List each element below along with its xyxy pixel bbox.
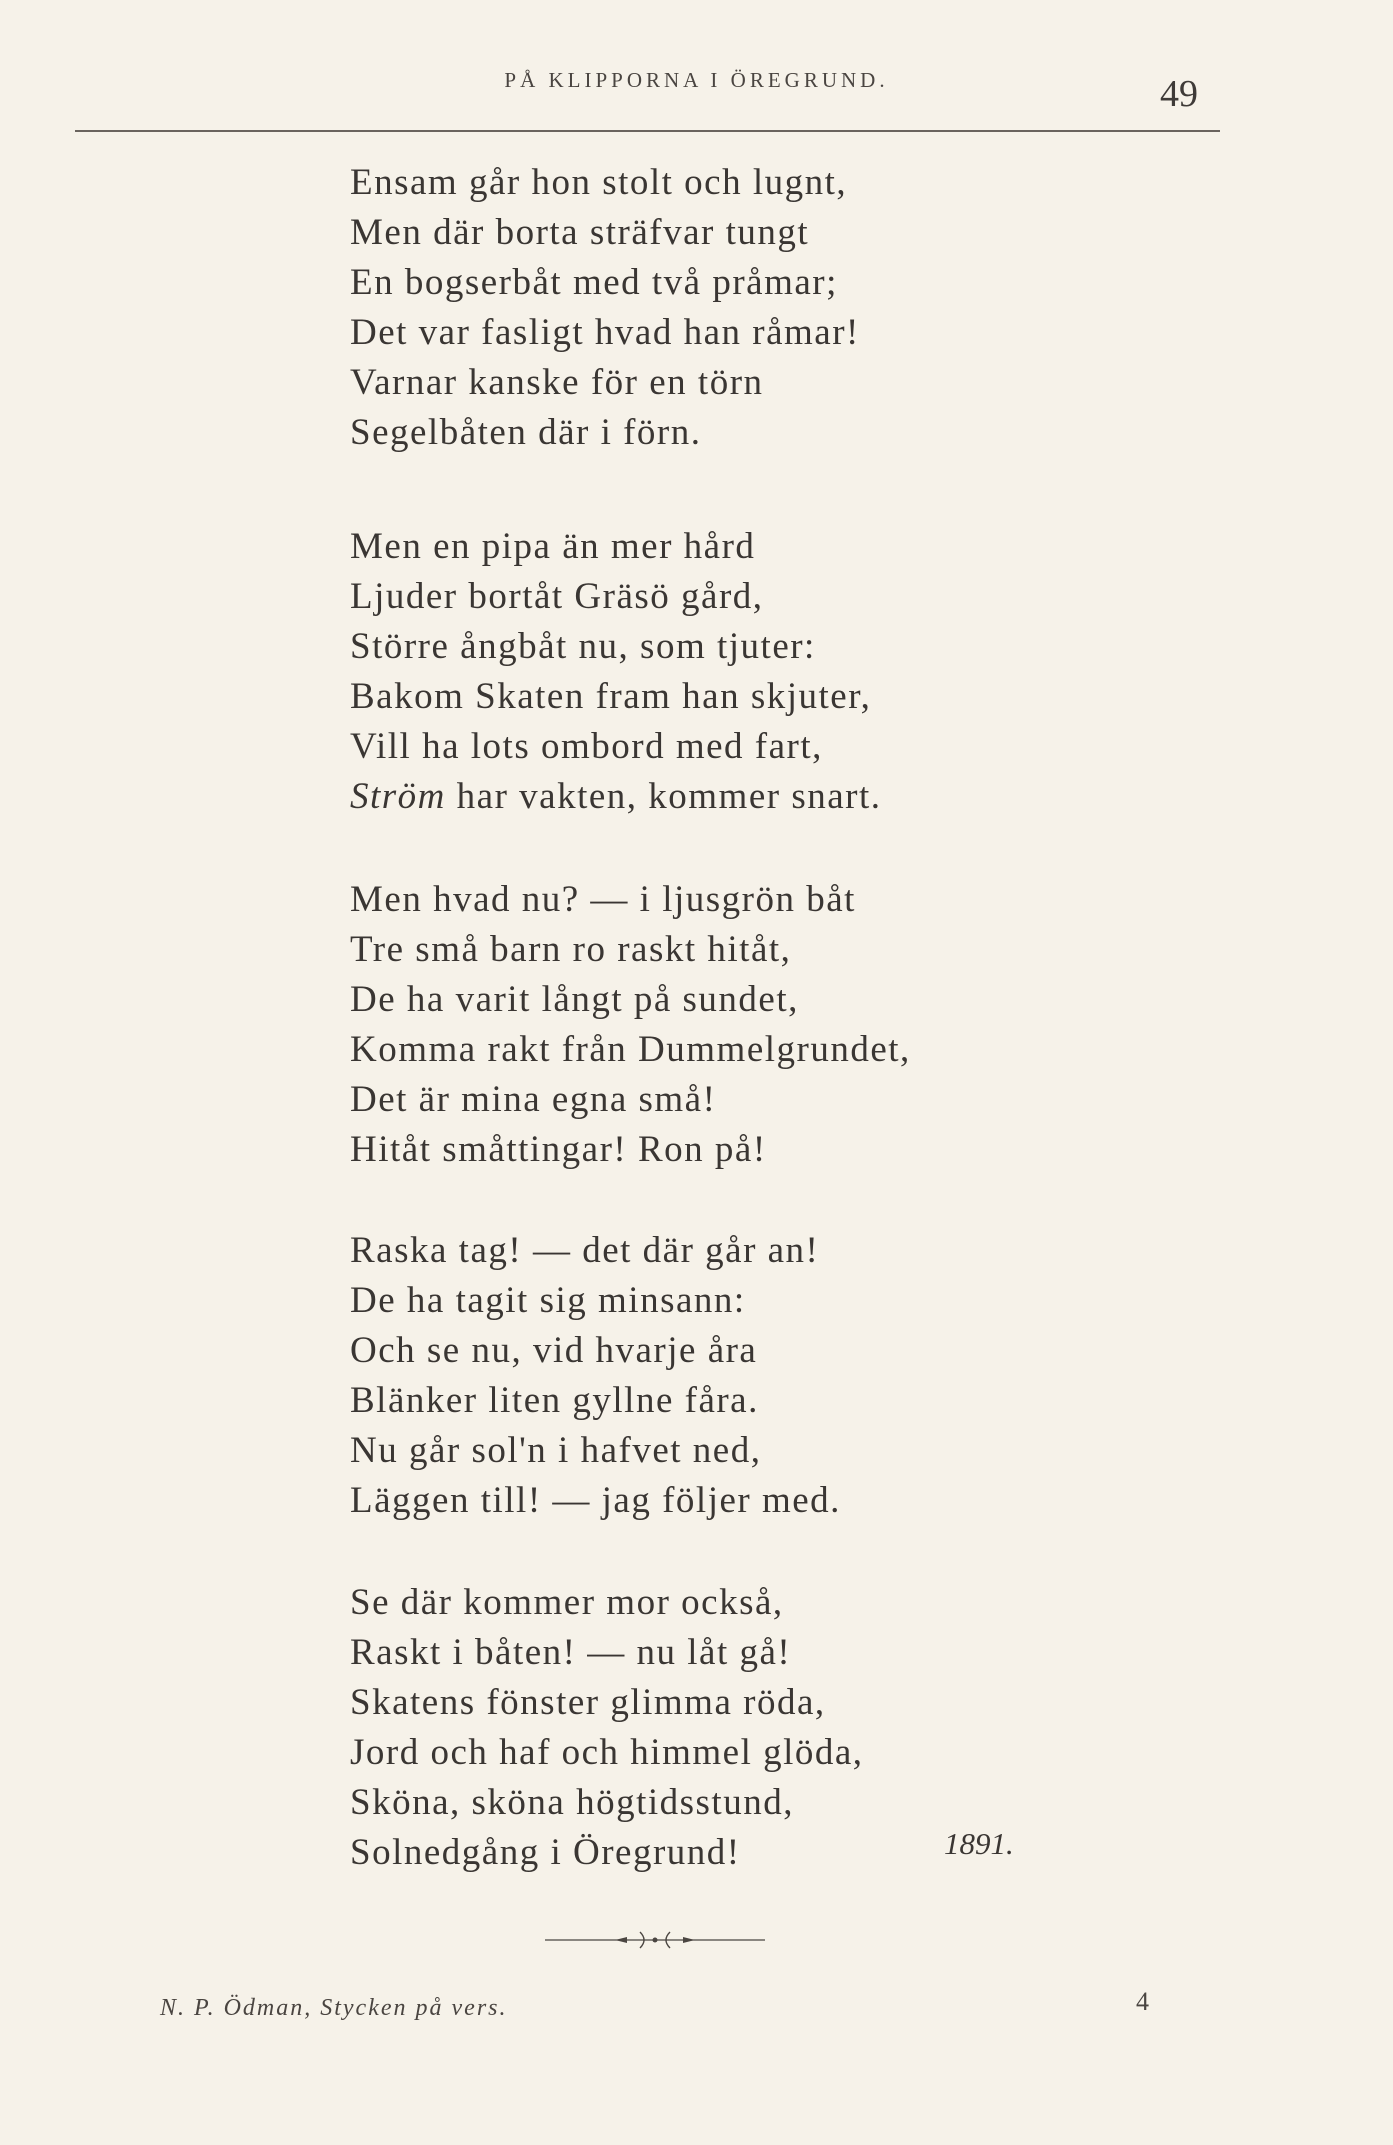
running-title: PÅ KLIPPORNA I ÖREGRUND. <box>504 68 889 92</box>
poem-line: Men hvad nu? — i ljusgrön båt <box>350 879 856 920</box>
poem-line: Och se nu, vid hvarje åra <box>350 1330 758 1371</box>
poem-line: De ha varit långt på sundet, <box>350 979 799 1020</box>
stanza-5 <box>350 1578 864 1878</box>
header-rule <box>75 130 1220 132</box>
emphasized-name: Ström <box>350 776 446 817</box>
stanza-4 <box>350 1226 841 1526</box>
poem-line: Solnedgång i Öregrund! <box>350 1832 741 1873</box>
poem-line: Ensam går hon stolt och lugnt, <box>350 162 848 203</box>
poem-line: Varnar kanske för en törn <box>350 362 764 403</box>
signature-number: 4 <box>1136 1987 1149 2016</box>
poem-line: Blänker liten gyllne fåra. <box>350 1380 759 1421</box>
printer-signature: N. P. Ödman, Stycken på vers. <box>160 1995 508 2021</box>
poem-line: Sköna, sköna högtidsstund, <box>350 1782 794 1823</box>
poem-line: Ljuder bortåt Gräsö gård, <box>350 576 764 617</box>
stanza-3 <box>350 875 911 1175</box>
poem-line: De ha tagit sig minsann: <box>350 1280 746 1321</box>
poem-line: Se där kommer mor också, <box>350 1582 784 1623</box>
poem-line: Raska tag! — det där går an! <box>350 1230 820 1271</box>
poem-line: Skatens fönster glimma röda, <box>350 1682 826 1723</box>
poem-line: Tre små barn ro raskt hitåt, <box>350 929 792 970</box>
poem-line: Nu går sol'n i hafvet ned, <box>350 1430 762 1471</box>
poem-line: Men en pipa än mer hård <box>350 526 756 567</box>
poem-line: Hitåt småttingar! Ron på! <box>350 1129 767 1170</box>
poem-line: Komma rakt från Dummelgrundet, <box>350 1029 911 1070</box>
poem-line: Läggen till! — jag följer med. <box>350 1480 841 1521</box>
ornament-divider-icon <box>545 1928 765 1952</box>
poem-line: Större ångbåt nu, som tjuter: <box>350 626 816 667</box>
poem-line: Raskt i båten! — nu låt gå! <box>350 1632 792 1673</box>
poem-line: En bogserbåt med två pråmar; <box>350 262 838 303</box>
poem-line: Det var fasligt hvad han råmar! <box>350 312 860 353</box>
poem-line: Jord och haf och himmel glöda, <box>350 1732 864 1773</box>
poem-line-rest: har vakten, kommer snart. <box>456 776 882 817</box>
page-number: 49 <box>1160 73 1198 115</box>
poem-line: Det är mina egna små! <box>350 1079 717 1120</box>
poem-date: 1891. <box>944 1826 1014 1861</box>
poem-line: Segelbåten där i förn. <box>350 412 702 453</box>
poem-line: Bakom Skaten fram han skjuter, <box>350 676 872 717</box>
stanza-1 <box>350 158 860 458</box>
poem-line-with-emphasis <box>350 772 882 822</box>
poem-line: Men där borta sträfvar tungt <box>350 212 810 253</box>
stanza-2 <box>350 522 882 822</box>
poem-line: Vill ha lots ombord med fart, <box>350 726 823 767</box>
